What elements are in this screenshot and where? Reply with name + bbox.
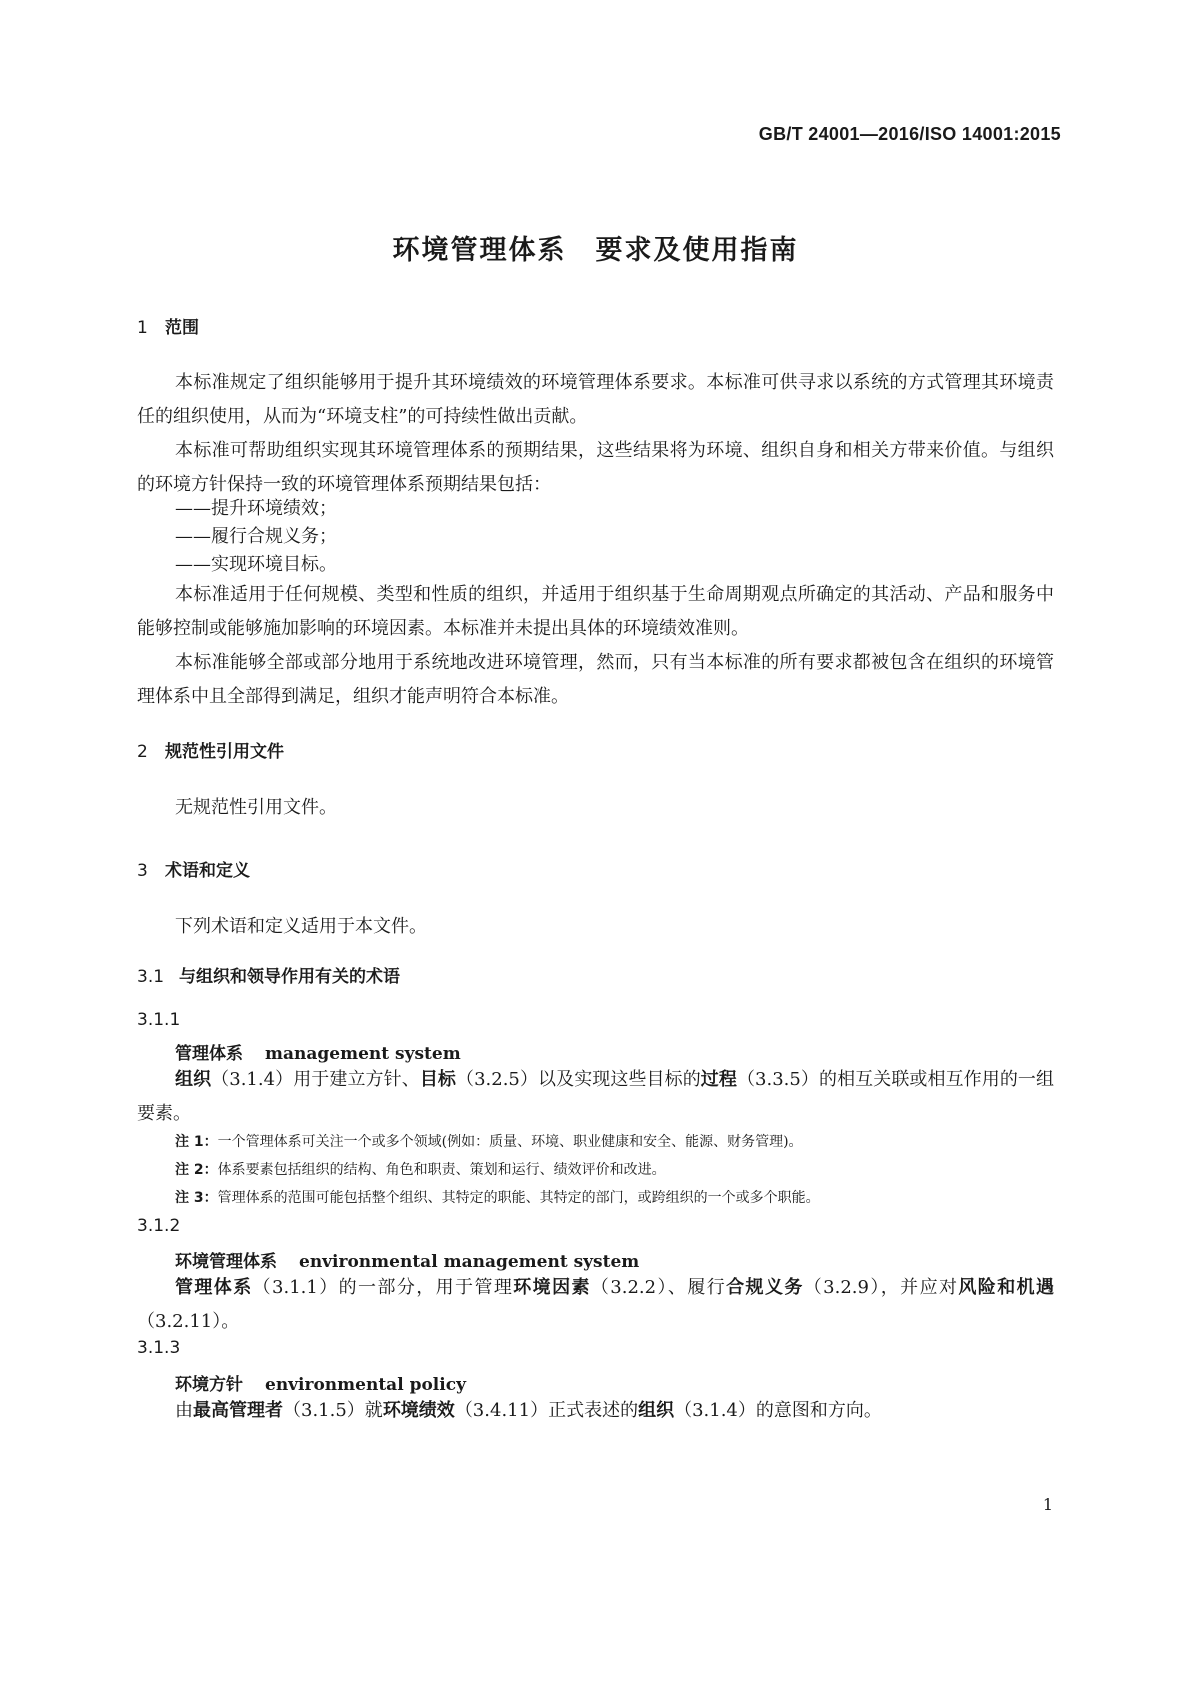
note-label: 注 3： <box>175 1190 218 1206</box>
scope-paragraph-4: 本标准能够全部或部分地用于系统地改进环境管理，然而，只有当本标准的所有要求都被包含在组织的环境管理体系中且全部得到满足，组织才能声明符合本标准。 <box>137 652 1054 707</box>
scope-paragraph-1: 本标准规定了组织能够用于提升其环境绩效的环境管理体系要求。本标准可供寻求以系统的方式管理其环境责任的组织使用，从而为“环境支柱”的可持续性做出贡献。 <box>137 372 1054 427</box>
definition-3-1-1 <box>137 1063 1054 1131</box>
term-chinese: 环境方针 <box>175 1375 243 1395</box>
definition-3-1-3 <box>137 1394 1054 1428</box>
term-english: environmental policy <box>265 1375 466 1395</box>
subsection-3-1-heading <box>137 962 400 987</box>
definition-text: （3.2.9），并应对 <box>803 1277 959 1298</box>
section-3-heading <box>137 856 250 881</box>
definition-text: （3.2.5）以及实现这些目标的 <box>455 1069 701 1090</box>
section-1-heading <box>137 313 199 338</box>
definition-3-1-2 <box>137 1271 1054 1339</box>
definition-text: （3.1.1）的一部分，用于管理 <box>252 1277 514 1298</box>
term-3-1-1 <box>175 1039 461 1064</box>
definition-text: 由 <box>175 1400 193 1421</box>
referenced-term: 过程 <box>700 1069 737 1090</box>
definition-text: （3.1.4）用于建立方针、 <box>211 1069 420 1090</box>
terms-intro-paragraph: 下列术语和定义适用于本文件。 <box>175 916 427 937</box>
scope-paragraph-2: 本标准可帮助组织实现其环境管理体系的预期结果，这些结果将为环境、组织自身和相关方带来价值。与组织的环境方针保持一致的环境管理体系预期结果包括： <box>137 440 1054 495</box>
referenced-term: 目标 <box>419 1069 456 1090</box>
scope-paragraph-3: 本标准适用于任何规模、类型和性质的组织，并适用于组织基于生命周期观点所确定的其活动、产品和服务中能够控制或能够施加影响的环境因素。本标准并未提出具体的环境绩效准则。 <box>137 584 1054 639</box>
term-3-1-2 <box>175 1247 639 1272</box>
referenced-term: 最高管理者 <box>193 1400 283 1421</box>
term-english: environmental management system <box>299 1252 640 1272</box>
subsection-title: 与组织和领导作用有关的术语 <box>179 967 400 987</box>
term-3-1-3 <box>175 1370 466 1395</box>
term-chinese: 管理体系 <box>175 1044 243 1064</box>
page-number: 1 <box>1042 1495 1053 1514</box>
definition-text: （3.1.4）的意图和方向。 <box>674 1400 882 1421</box>
note-text: 体系要素包括组织的结构、角色和职责、策划和运行、绩效评价和改进。 <box>217 1162 666 1178</box>
note-label: 注 1： <box>175 1134 218 1150</box>
note-text: 管理体系的范围可能包括整个组织、其特定的职能、其特定的部门，或跨组织的一个或多个职能。 <box>217 1190 820 1206</box>
definition-text: （3.1.5）就 <box>283 1400 383 1421</box>
referenced-term: 组织 <box>638 1400 675 1421</box>
section-title: 范围 <box>165 318 199 338</box>
referenced-term: 环境绩效 <box>382 1400 455 1421</box>
document-identifier: GB/T 24001—2016/ISO 14001:2015 <box>758 124 1061 144</box>
clause-number-3-1-1: 3.1.1 <box>137 1010 181 1030</box>
section-number: 3 <box>137 861 148 881</box>
referenced-term: 风险和机遇 <box>958 1277 1055 1298</box>
definition-text: （3.2.11）。 <box>137 1311 240 1332</box>
note-1 <box>175 1131 803 1151</box>
referenced-term: 合规义务 <box>726 1277 804 1298</box>
note-3 <box>175 1187 820 1207</box>
note-2 <box>175 1159 666 1179</box>
term-chinese: 环境管理体系 <box>175 1252 277 1272</box>
definition-text: （3.2.2）、履行 <box>590 1277 727 1298</box>
clause-number-3-1-3: 3.1.3 <box>137 1338 181 1358</box>
section-2-heading <box>137 737 284 762</box>
section-title: 术语和定义 <box>165 861 250 881</box>
note-label: 注 2： <box>175 1162 218 1178</box>
term-english: management system <box>265 1044 461 1064</box>
list-item: ——履行合规义务； <box>175 526 337 547</box>
definition-text: （3.3.5）的相互关联或相互作用的一组要素。 <box>137 1069 1054 1124</box>
normative-references-paragraph: 无规范性引用文件。 <box>175 797 337 818</box>
list-item: ——提升环境绩效； <box>175 498 337 519</box>
note-text: 一个管理体系可关注一个或多个领域(例如：质量、环境、职业健康和安全、能源、财务管理)。 <box>217 1134 803 1150</box>
section-title: 规范性引用文件 <box>165 742 284 762</box>
subsection-number: 3.1 <box>137 967 165 987</box>
definition-text: （3.4.11）正式表述的 <box>454 1400 639 1421</box>
referenced-term: 管理体系 <box>175 1277 253 1298</box>
section-number: 2 <box>137 742 148 762</box>
clause-number-3-1-2: 3.1.2 <box>137 1216 181 1236</box>
referenced-term: 组织 <box>175 1069 212 1090</box>
referenced-term: 环境因素 <box>513 1277 591 1298</box>
list-item: ——实现环境目标。 <box>175 554 337 575</box>
section-number: 1 <box>137 318 148 338</box>
document-title: 环境管理体系 要求及使用指南 <box>392 235 799 266</box>
